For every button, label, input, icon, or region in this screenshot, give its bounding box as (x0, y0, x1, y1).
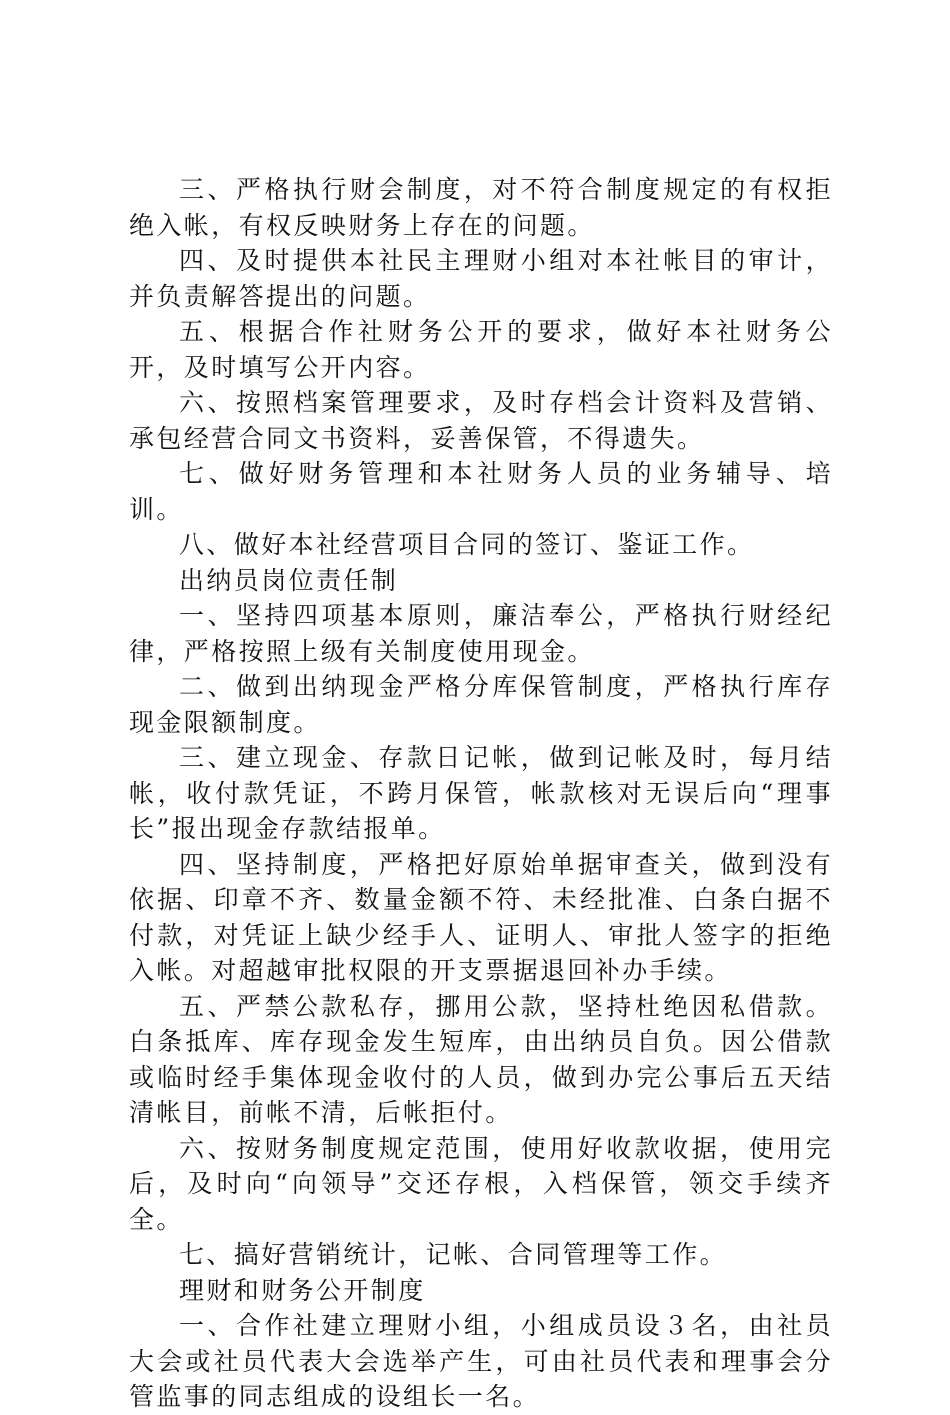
paragraph: 五、严禁公款私存，挪用公款，坚持杜绝因私借款。白条抵库、库存现金发生短库，由出纳员自负。因公借款或临时经手集体现金收付的人员，做到办完公事后五天结清帐目，前帐不清，后帐拒付。 (129, 991, 833, 1127)
paragraph: 一、合作社建立理财小组，小组成员设３名，由社员大会或社员代表大会选举产生，可由社员代表和理事会分管监事的同志组成的设组长一名。 (129, 1311, 833, 1411)
paragraph: 一、坚持四项基本原则，廉洁奉公，严格执行财经纪律，严格按照上级有关制度使用现金。 (129, 601, 833, 666)
paragraph: 五、根据合作社财务公开的要求，做好本社财务公开，及时填写公开内容。 (129, 317, 833, 382)
paragraph: 八、做好本社经营项目合同的签订、鉴证工作。 (179, 530, 755, 559)
paragraph: 三、建立现金、存款日记帐，做到记帐及时，每月结帐，收付款凭证，不跨月保管，帐款核对无误后向“理事长”报出现金存款结报单。 (129, 743, 833, 843)
paragraph: 七、做好财务管理和本社财务人员的业务辅导、培训。 (129, 459, 833, 524)
paragraph: 二、做到出纳现金严格分库保管制度，严格执行库存现金限额制度。 (129, 672, 833, 737)
document-body (129, 172, 833, 1415)
paragraph: 六、按财务制度规定范围，使用好收款收据，使用完后，及时向“向领导”交还存根，入档保管，领交手续齐全。 (129, 1133, 833, 1234)
paragraph: 四、坚持制度，严格把好原始单据审查关，做到没有依据、印章不齐、数量金额不符、未经批准、白条白据不付款，对凭证上缺少经手人、证明人、审批人签字的拒绝入帐。对超越审批权限的开支票据退回补办手续。 (129, 849, 833, 985)
section-heading: 理财和财务公开制度 (179, 1275, 426, 1305)
paragraph: 四、及时提供本社民主理财小组对本社帐目的审计，并负责解答提出的问题。 (129, 246, 833, 311)
paragraph: 七、搞好营销统计，记帐、合同管理等工作。 (179, 1240, 728, 1269)
paragraph: 三、严格执行财会制度，对不符合制度规定的有权拒绝入帐，有权反映财务上存在的问题。 (129, 175, 833, 240)
section-heading: 出纳员岗位责任制 (179, 565, 399, 595)
paragraph: 六、按照档案管理要求，及时存档会计资料及营销、承包经营合同文书资料，妥善保管，不得遗失。 (129, 388, 833, 453)
